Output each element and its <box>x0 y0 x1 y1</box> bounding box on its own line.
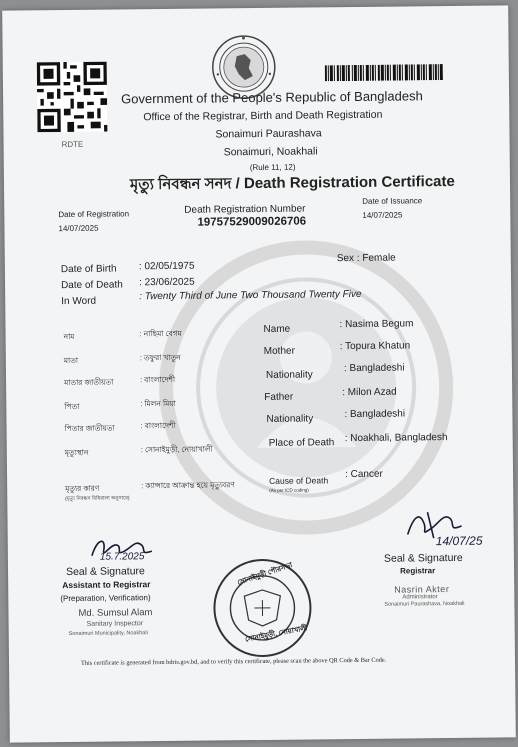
dob-label: Date of Birth <box>60 263 117 276</box>
office-title: Office of the Registrar, Birth and Death Registration <box>143 108 383 124</box>
issuance-date-label: Date of Issuance <box>362 196 423 206</box>
qr-code <box>37 62 108 133</box>
place-of-death-label: Place of Death <box>268 437 335 449</box>
father-label: Father <box>264 391 294 403</box>
assistant-role-detail: (Preparation, Verification) <box>60 593 151 604</box>
watermark-emblem-icon <box>155 236 458 539</box>
footer-note: This certificate is generated from bdris.gov.bd, and to verify this certificate, please scan the above QR Code & Bar Code. <box>80 656 387 667</box>
father-nationality-label: Nationality <box>266 413 314 425</box>
assistant-org: Sonaimuri Municipality, Noakhali <box>68 630 148 638</box>
dod-label: Date of Death <box>61 279 123 292</box>
mother-nationality-label: Nationality <box>265 369 313 381</box>
place-of-death-value: : Noakhali, Bangladesh <box>344 432 448 445</box>
bn-cause-note: (মৃত্যু নিবন্ধন বিধিমালা অনুসারে) <box>65 495 130 503</box>
registrar-sign-date: 14/07/25 <box>435 533 483 549</box>
bn-mother-label: মাতা <box>63 355 79 366</box>
bn-name-label: নাম <box>63 331 75 342</box>
father-nationality-value: : Bangladeshi <box>344 408 406 421</box>
issuance-date-value: 14/07/2025 <box>362 210 403 220</box>
father-value: : Milon Azad <box>342 386 397 399</box>
registration-date-label: Date of Registration <box>58 209 130 220</box>
registration-number-value: 19757529009026706 <box>197 215 307 229</box>
name-value: : Nasima Begum <box>339 318 414 331</box>
assistant-title: Sanitary Inspector <box>86 620 144 628</box>
rule-text: (Rule 11, 12) <box>249 162 296 173</box>
registrar-title: Administrator <box>402 594 438 601</box>
paurashava-name: Sonaimuri Paurashava <box>215 127 322 141</box>
bn-mother-nationality-label: মাতার জাতীয়তা <box>64 377 114 388</box>
bn-place-label: মৃত্যুস্থান <box>64 447 89 458</box>
stamp-inner-text: সোনাইমুড়ী, নোয়াখালী <box>244 625 309 644</box>
sex-value: Sex : Female <box>336 252 396 265</box>
registrar-name: Nasrin Akter <box>394 584 450 595</box>
cause-of-death-value: : Cancer <box>345 468 383 481</box>
bn-name-value: : নাছিমা বেগম <box>139 328 182 339</box>
dob-value: : 02/05/1975 <box>138 260 195 273</box>
mother-nationality-value: : Bangladeshi <box>343 362 405 375</box>
registration-number-label: Death Registration Number <box>184 203 306 216</box>
bn-father-value: : মিলন মিয়া <box>140 398 176 409</box>
cause-of-death-note: (As per ICD coding) <box>269 487 309 493</box>
assistant-seal-label: Seal & Signature <box>66 565 145 579</box>
government-title: Government of the People's Republic of Bangladesh <box>121 88 423 107</box>
assistant-name: Md. Sumsul Alam <box>78 607 153 619</box>
name-label: Name <box>263 323 291 335</box>
registrar-role: Registrar <box>400 566 436 576</box>
qr-caption: RDTE <box>61 139 84 150</box>
bn-place-value: : সোনাইমুড়ী, নোয়াখালী <box>140 444 213 455</box>
dod-value: : 23/06/2025 <box>138 276 195 289</box>
stamp-outer-text: সোনাইমুড়ী পৌরসভা <box>236 561 294 587</box>
bn-mother-value: : তফুরা খাতুন <box>139 352 181 363</box>
bn-father-nationality-value: : বাংলাদেশী <box>140 420 176 431</box>
cause-of-death-label: Cause of Death <box>269 475 329 486</box>
registration-date-value: 14/07/2025 <box>58 223 99 234</box>
location-name: Sonaimuri, Noakhali <box>223 145 318 159</box>
bn-cause-label: মৃত্যুর কারণ <box>65 483 100 494</box>
certificate-page <box>2 5 516 742</box>
registrar-seal-label: Seal & Signature <box>383 551 463 565</box>
inword-label: In Word <box>61 295 97 308</box>
barcode <box>325 64 443 81</box>
mother-value: : Topura Khatun <box>339 340 411 353</box>
inword-value: : Twenty Third of June Two Thousand Twenty Five <box>139 288 362 303</box>
bn-cause-value: : ক্যান্সারে আক্রান্ত হয়ে মৃত্যুবরণ <box>141 480 235 491</box>
bn-father-nationality-label: পিতার জাতীয়তা <box>64 423 115 434</box>
certificate-title: মৃত্যু নিবন্ধন সনদ / Death Registration Certificate <box>129 172 455 194</box>
assistant-sign-date: 15.7.2025 <box>99 551 145 563</box>
assistant-role: Assistant to Registrar <box>62 579 151 591</box>
bn-father-label: পিতা <box>64 401 80 412</box>
mother-label: Mother <box>263 345 295 357</box>
registrar-org: Sonaimuri Paurashava, Noakhali <box>384 600 465 608</box>
bn-mother-nationality-value: : বাংলাদেশী <box>140 374 176 385</box>
